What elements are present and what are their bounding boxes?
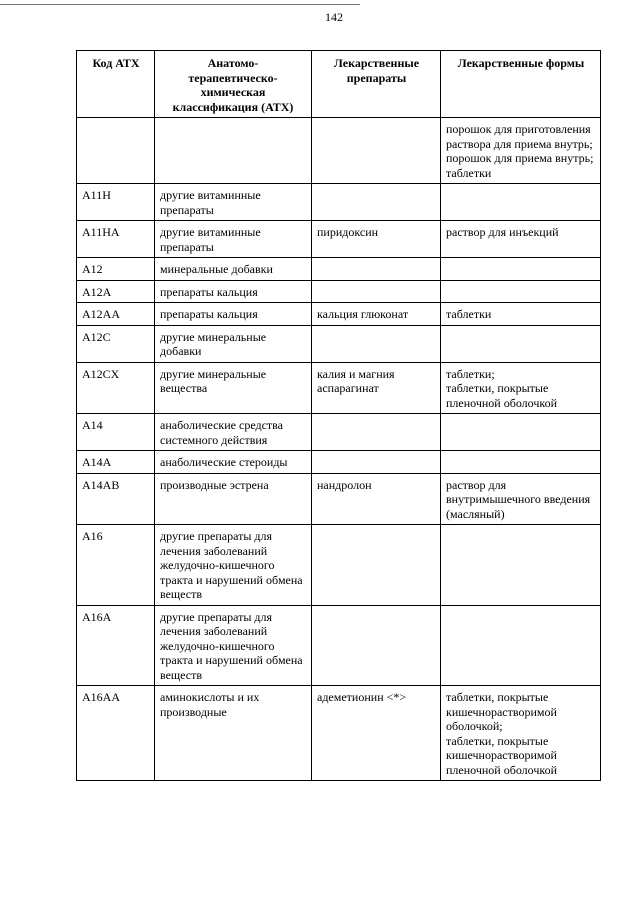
cell-drugs [312, 451, 441, 474]
cell-drugs [312, 414, 441, 451]
cell-classification: другие минеральные добавки [155, 325, 312, 362]
cell-forms [441, 325, 601, 362]
cell-forms [441, 414, 601, 451]
cell-forms: порошок для приготовления раствора для приема внутрь; порошок для приема внутрь; таблетки [441, 118, 601, 184]
cell-forms: раствор для внутримышечного введения (масляный) [441, 473, 601, 525]
table-header-row [77, 51, 601, 118]
cell-drugs: нандролон [312, 473, 441, 525]
cell-code: A14 [77, 414, 155, 451]
header-code: Код АТХ [77, 51, 155, 118]
cell-drugs [312, 280, 441, 303]
cell-classification: анаболические стероиды [155, 451, 312, 474]
table-row [77, 362, 601, 414]
cell-drugs [312, 525, 441, 606]
cell-forms: таблетки, покрытые кишечнорастворимой оболочкой; таблетки, покрытые кишечнорастворимой пленочной оболочкой [441, 686, 601, 781]
cell-classification: другие препараты для лечения заболеваний желудочно-кишечного тракта и нарушений обмена веществ [155, 605, 312, 686]
table-row [77, 414, 601, 451]
cell-code: A12AA [77, 303, 155, 326]
cell-classification: препараты кальция [155, 303, 312, 326]
page-number: 142 [325, 10, 343, 24]
table-row [77, 686, 601, 781]
cell-classification: препараты кальция [155, 280, 312, 303]
cell-code: A12 [77, 258, 155, 281]
cell-forms [441, 280, 601, 303]
cell-code: A14AB [77, 473, 155, 525]
cell-drugs [312, 605, 441, 686]
cell-classification: другие минеральные вещества [155, 362, 312, 414]
cell-drugs [312, 118, 441, 184]
cell-classification: другие витаминные препараты [155, 184, 312, 221]
cell-drugs [312, 325, 441, 362]
top-rule [0, 4, 360, 5]
header-forms: Лекарственные формы [441, 51, 601, 118]
cell-classification [155, 118, 312, 184]
cell-forms [441, 605, 601, 686]
cell-classification: аминокислоты и их производные [155, 686, 312, 781]
cell-classification: минеральные добавки [155, 258, 312, 281]
cell-drugs [312, 184, 441, 221]
table-row [77, 258, 601, 281]
header-drugs: Лекарственные препараты [312, 51, 441, 118]
cell-code: A12A [77, 280, 155, 303]
header-classification: Анатомо-терапевтическо-химическая классификация (АТХ) [155, 51, 312, 118]
cell-forms [441, 258, 601, 281]
cell-classification: анаболические средства системного действия [155, 414, 312, 451]
cell-code: A11H [77, 184, 155, 221]
cell-drugs [312, 258, 441, 281]
table-row [77, 473, 601, 525]
table-row [77, 221, 601, 258]
cell-code: A12C [77, 325, 155, 362]
cell-forms [441, 525, 601, 606]
cell-classification: другие препараты для лечения заболеваний желудочно-кишечного тракта и нарушений обмена веществ [155, 525, 312, 606]
cell-code: A16 [77, 525, 155, 606]
cell-forms: таблетки [441, 303, 601, 326]
table-row [77, 118, 601, 184]
cell-classification: производные эстрена [155, 473, 312, 525]
cell-code: A12CX [77, 362, 155, 414]
cell-code: A14A [77, 451, 155, 474]
cell-drugs: калия и магния аспарагинат [312, 362, 441, 414]
cell-drugs: пиридоксин [312, 221, 441, 258]
cell-code: A16A [77, 605, 155, 686]
cell-code: A11HA [77, 221, 155, 258]
cell-forms [441, 451, 601, 474]
table-row [77, 280, 601, 303]
table-row [77, 325, 601, 362]
cell-drugs: кальция глюконат [312, 303, 441, 326]
table-row [77, 525, 601, 606]
table-row [77, 303, 601, 326]
cell-forms: таблетки; таблетки, покрытые пленочной оболочкой [441, 362, 601, 414]
cell-classification: другие витаминные препараты [155, 221, 312, 258]
table-row [77, 451, 601, 474]
table-row [77, 184, 601, 221]
table-row [77, 605, 601, 686]
atx-table [76, 50, 601, 781]
cell-code [77, 118, 155, 184]
cell-drugs: адеметионин <*> [312, 686, 441, 781]
cell-forms: раствор для инъекций [441, 221, 601, 258]
cell-forms [441, 184, 601, 221]
cell-code: A16AA [77, 686, 155, 781]
